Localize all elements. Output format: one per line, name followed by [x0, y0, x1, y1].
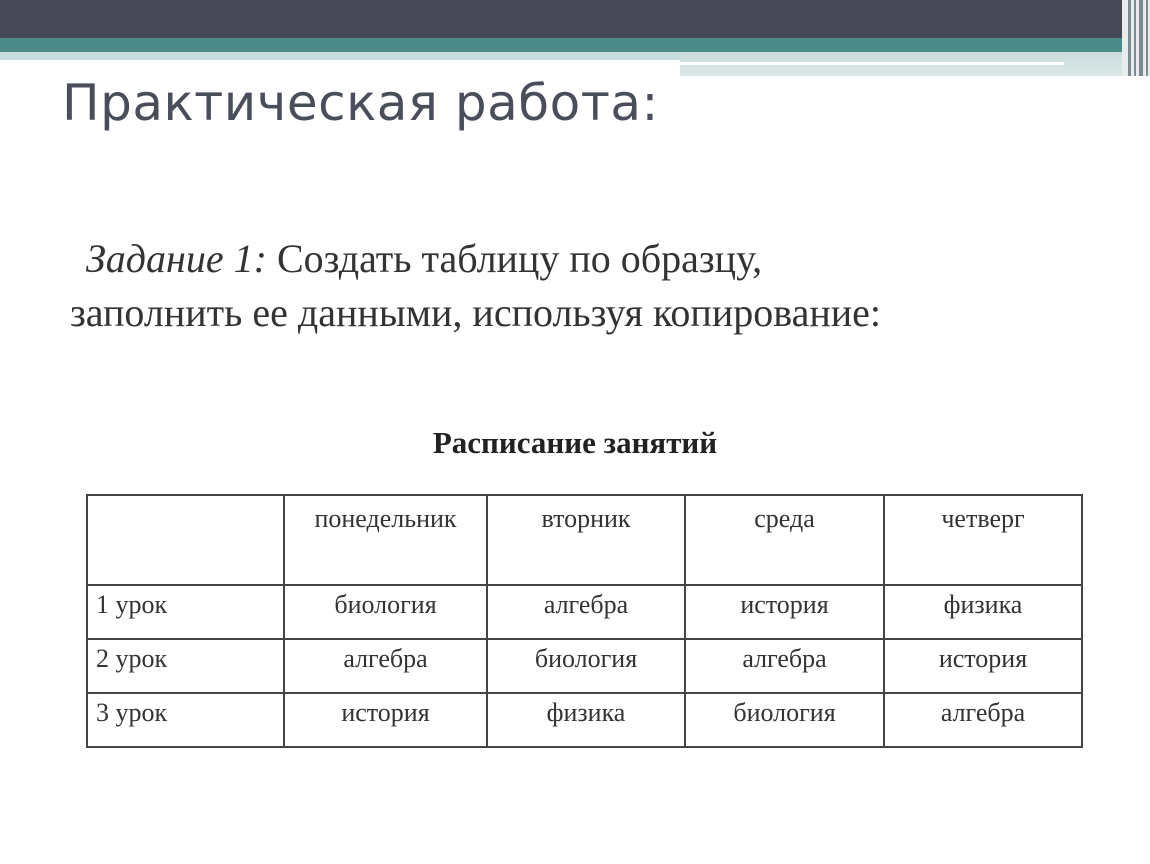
task-line-1 — [70, 232, 1130, 286]
decor-vline — [1134, 0, 1136, 76]
table-cell: история — [685, 585, 884, 639]
lesson-cell: 1 урок — [87, 585, 284, 639]
task-text-line-1: Создать таблицу по образцу, — [266, 236, 763, 281]
table-cell: физика — [884, 585, 1082, 639]
slide-title: Практическая работа: — [62, 74, 659, 132]
header-cell-monday: понедельник — [284, 495, 487, 585]
table-row — [87, 693, 1082, 747]
header-bar-thin — [680, 62, 1064, 65]
decor-vline — [1139, 0, 1143, 76]
table-cell: алгебра — [487, 585, 685, 639]
decor-vline — [1128, 0, 1131, 76]
task-text — [70, 232, 1130, 340]
header-cell-wednesday: среда — [685, 495, 884, 585]
table-cell: биология — [284, 585, 487, 639]
table-cell: алгебра — [284, 639, 487, 693]
header-cell-tuesday: вторник — [487, 495, 685, 585]
table-cell: биология — [685, 693, 884, 747]
table-cell: алгебра — [884, 693, 1082, 747]
task-label: Задание 1: — [86, 236, 267, 281]
header-bar-light — [0, 52, 680, 60]
lesson-cell: 2 урок — [87, 639, 284, 693]
header-bar-teal — [0, 38, 1122, 52]
table-cell: биология — [487, 639, 685, 693]
table-cell: история — [884, 639, 1082, 693]
table-cell: алгебра — [685, 639, 884, 693]
table-cell: история — [284, 693, 487, 747]
table-row — [87, 585, 1082, 639]
decor-vline — [1146, 0, 1148, 76]
header-cell — [87, 495, 284, 585]
header-cell-thursday: четверг — [884, 495, 1082, 585]
table-cell: физика — [487, 693, 685, 747]
schedule-table — [86, 494, 1083, 748]
header-bar-dark — [0, 0, 1122, 38]
table-row — [87, 639, 1082, 693]
table-header-row — [87, 495, 1082, 585]
lesson-cell: 3 урок — [87, 693, 284, 747]
task-text-line-2: заполнить ее данными, используя копирование: — [70, 290, 882, 335]
table-caption: Расписание занятий — [432, 425, 718, 460]
